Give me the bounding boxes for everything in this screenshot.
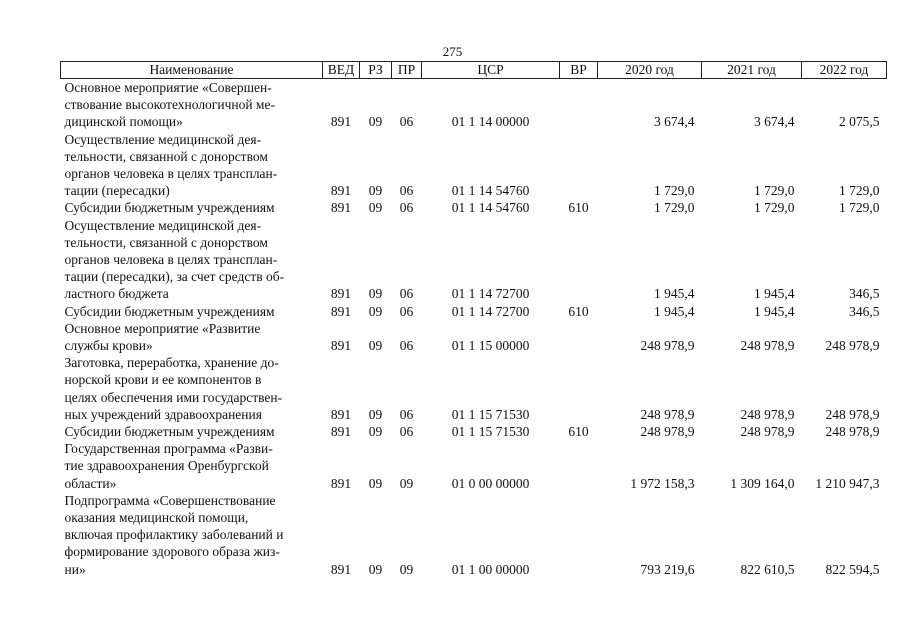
row-2022: 1 729,0 xyxy=(839,200,880,216)
row-2021: 1 729,0 xyxy=(754,183,795,199)
row-2020: 1 972 158,3 xyxy=(630,475,695,491)
row-2022: 248 978,9 xyxy=(825,406,880,422)
row-2022: 346,5 xyxy=(849,286,880,302)
row-csr: 01 1 00 00000 xyxy=(451,561,530,577)
row-rz: 09 xyxy=(368,338,383,354)
table-row xyxy=(61,131,887,200)
row-2020: 1 945,4 xyxy=(654,303,695,319)
row-name: Осуществление медицинской дея- тельности, связанной с донорством органов человека в целях трансплан- тации (пересадки) xyxy=(64,131,278,199)
table-row xyxy=(61,303,887,320)
table-row xyxy=(61,440,887,492)
row-csr: 01 1 14 54760 xyxy=(451,183,530,199)
table-row xyxy=(61,79,887,131)
row-vr xyxy=(560,440,598,492)
row-csr: 01 1 14 54760 xyxy=(451,200,530,216)
header-2020: 2020 год xyxy=(598,62,702,79)
row-rz: 09 xyxy=(368,200,383,216)
row-vr: 610 xyxy=(568,303,589,319)
header-2021: 2021 год xyxy=(702,62,802,79)
row-ved: 891 xyxy=(330,200,352,216)
table-row xyxy=(61,217,887,303)
table-header xyxy=(61,62,887,79)
table-body xyxy=(61,79,887,578)
row-2020: 1 729,0 xyxy=(654,183,695,199)
row-ved: 891 xyxy=(330,114,352,130)
row-ved: 891 xyxy=(330,286,352,302)
row-2020: 248 978,9 xyxy=(640,424,695,440)
row-rz: 09 xyxy=(368,114,383,130)
row-ved: 891 xyxy=(330,338,352,354)
row-csr: 01 1 15 71530 xyxy=(451,406,530,422)
row-pr: 06 xyxy=(399,286,414,302)
row-name: Государственная программа «Разви- тие здравоохранения Оренбургской области» xyxy=(64,441,273,491)
row-pr: 09 xyxy=(399,475,414,491)
row-ved: 891 xyxy=(330,183,352,199)
row-name: Заготовка, переработка, хранение до- норской крови и ее компонентов в целях обеспечения ими государствен- ных учреждений здравоохранения xyxy=(64,355,283,422)
row-pr: 06 xyxy=(399,114,414,130)
row-2022: 1 210 947,3 xyxy=(815,475,880,491)
row-rz: 09 xyxy=(368,561,383,577)
row-2020: 248 978,9 xyxy=(640,406,695,422)
row-2021: 3 674,4 xyxy=(754,114,795,130)
row-2020: 793 219,6 xyxy=(640,561,695,577)
row-2021: 248 978,9 xyxy=(740,424,795,440)
row-2021: 1 945,4 xyxy=(754,286,795,302)
row-csr: 01 1 14 72700 xyxy=(451,286,530,302)
row-2020: 248 978,9 xyxy=(640,338,695,354)
row-name: Осуществление медицинской дея- тельности, связанной с донорством органов человека в целях трансплан- тации (пересадки), за счет средств об- ластного бюджета xyxy=(64,217,285,302)
row-csr: 01 0 00 00000 xyxy=(451,475,530,491)
row-pr: 06 xyxy=(399,406,414,422)
row-csr: 01 1 15 71530 xyxy=(451,424,530,440)
row-2022: 2 075,5 xyxy=(839,114,880,130)
row-2021: 248 978,9 xyxy=(740,406,795,422)
row-pr: 06 xyxy=(399,338,414,354)
row-name: Подпрограмма «Совершенствование оказания медицинской помощи, включая профилактику заболеваний и формирование здорового образа жиз- ни» xyxy=(64,492,284,577)
table-row xyxy=(61,492,887,578)
row-vr: 610 xyxy=(568,200,589,216)
row-vr xyxy=(560,131,598,200)
row-vr: 610 xyxy=(568,424,589,440)
row-vr xyxy=(560,217,598,303)
row-rz: 09 xyxy=(368,424,383,440)
table-row xyxy=(61,320,887,354)
row-pr: 06 xyxy=(399,200,414,216)
row-name: Основное мероприятие «Совершен- ствование высокотехнологичной ме- дицинской помощи» xyxy=(64,80,275,130)
row-rz: 09 xyxy=(368,406,383,422)
row-2021: 1 945,4 xyxy=(754,303,795,319)
row-name: Субсидии бюджетным учреждениям xyxy=(64,200,275,216)
header-name: Наименование xyxy=(61,62,323,79)
row-name: Субсидии бюджетным учреждениям xyxy=(64,303,275,319)
header-ved: ВЕД xyxy=(323,62,360,79)
row-rz: 09 xyxy=(368,183,383,199)
row-pr: 06 xyxy=(399,183,414,199)
row-ved: 891 xyxy=(330,475,352,491)
header-2022: 2022 год xyxy=(802,62,887,79)
row-2020: 1 945,4 xyxy=(654,286,695,302)
table-row xyxy=(61,423,887,440)
header-row xyxy=(61,62,887,79)
header-rz: РЗ xyxy=(360,62,392,79)
row-ved: 891 xyxy=(330,406,352,422)
row-csr: 01 1 14 00000 xyxy=(451,114,530,130)
row-vr xyxy=(560,354,598,423)
row-rz: 09 xyxy=(368,475,383,491)
row-2021: 248 978,9 xyxy=(740,338,795,354)
table-row xyxy=(61,354,887,423)
row-ved: 891 xyxy=(330,303,352,319)
row-2020: 1 729,0 xyxy=(654,200,695,216)
header-csr: ЦСР xyxy=(422,62,560,79)
row-2022: 822 594,5 xyxy=(825,561,880,577)
row-2022: 248 978,9 xyxy=(825,338,880,354)
header-vr: ВР xyxy=(560,62,598,79)
row-2022: 248 978,9 xyxy=(825,424,880,440)
header-pr: ПР xyxy=(392,62,422,79)
row-2021: 1 729,0 xyxy=(754,200,795,216)
row-name: Основное мероприятие «Развитие службы крови» xyxy=(64,320,261,354)
row-pr: 06 xyxy=(399,303,414,319)
row-2021: 822 610,5 xyxy=(740,561,795,577)
row-2020: 3 674,4 xyxy=(654,114,695,130)
row-vr xyxy=(560,320,598,354)
budget-table xyxy=(60,61,887,578)
row-pr: 06 xyxy=(399,424,414,440)
row-pr: 09 xyxy=(399,561,414,577)
row-vr xyxy=(560,492,598,578)
page-number: 275 xyxy=(442,44,463,59)
table-row xyxy=(61,199,887,216)
row-rz: 09 xyxy=(368,286,383,302)
row-csr: 01 1 15 00000 xyxy=(451,338,530,354)
row-ved: 891 xyxy=(330,424,352,440)
row-name: Субсидии бюджетным учреждениям xyxy=(64,424,275,440)
row-csr: 01 1 14 72700 xyxy=(451,303,530,319)
row-vr xyxy=(560,79,598,131)
row-ved: 891 xyxy=(330,561,352,577)
row-2021: 1 309 164,0 xyxy=(730,475,795,491)
row-rz: 09 xyxy=(368,303,383,319)
row-2022: 1 729,0 xyxy=(839,183,880,199)
row-2022: 346,5 xyxy=(849,303,880,319)
